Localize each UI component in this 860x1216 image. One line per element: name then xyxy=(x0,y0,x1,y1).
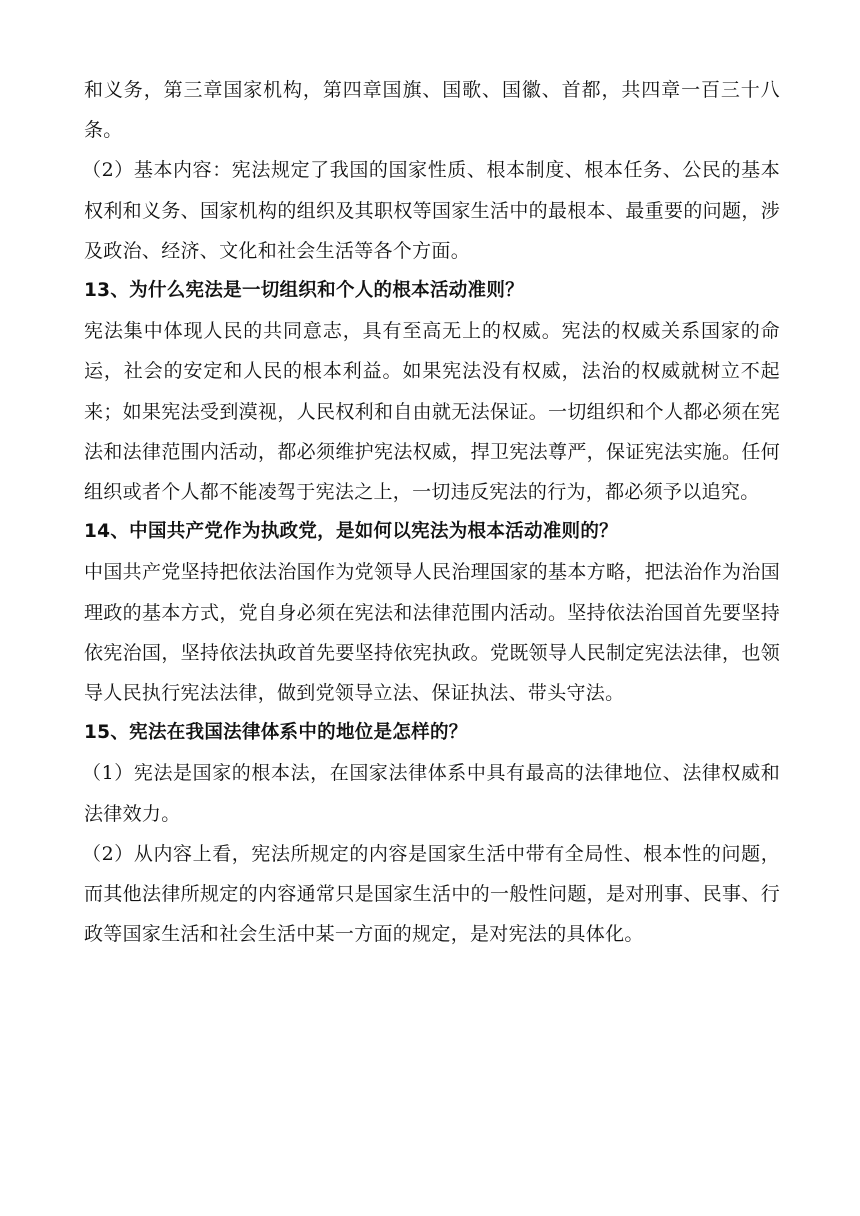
paragraph-chapter-list-end: 和义务，第三章国家机构，第四章国旗、国歌、国徽、首都，共四章一百三十八条。 xyxy=(84,79,780,142)
answer-paragraph-14: 中国共产党坚持把依法治国作为党领导人民治理国家的基本方略，把法治作为治国理政的基本方式，党自身必须在宪法和法律范围内活动。坚持依法治国首先要坚持依宪治国，坚持依法执政首先要坚持依宪执政。党既领导人民制定宪法法律，也领导人民执行宪法法律，做到党领导立法、保证执法、带头守法。 xyxy=(84,561,780,705)
answer-paragraph-13: 宪法集中体现人民的共同意志，具有至高无上的权威。宪法的权威关系国家的命运，社会的安定和人民的根本利益。如果宪法没有权威，法治的权威就树立不起来；如果宪法受到漠视，人民权利和自由就无法保证。一切组织和个人都必须在宪法和法律范围内活动，都必须维护宪法权威，捍卫宪法尊严，保证宪法实施。任何组织或者个人都不能凌驾于宪法之上，一切违反宪法的行为，都必须予以追究。 xyxy=(84,320,780,504)
question-heading-14: 14、中国共产党作为执政党，是如何以宪法为根本活动准则的？ xyxy=(84,521,618,543)
document-page xyxy=(84,70,780,954)
answer-paragraph-15-point-1: （1）宪法是国家的根本法，在国家法律体系中具有最高的法律地位、法律权威和法律效力。 xyxy=(82,762,780,825)
question-heading-15: 15、宪法在我国法律体系中的地位是怎样的？ xyxy=(84,722,468,744)
answer-paragraph-15-point-2: （2）从内容上看，宪法所规定的内容是国家生活中带有全局性、根本性的问题，而其他法律所规定的内容通常只是国家生活中的一般性问题，是对刑事、民事、行政等国家生活和社会生活中某一方面的规定，是对宪法的具体化。 xyxy=(82,842,780,946)
question-heading-13: 13、为什么宪法是一切组织和个人的根本活动准则？ xyxy=(84,280,524,302)
paragraph-basic-content: （2）基本内容：宪法规定了我国的国家性质、根本制度、根本任务、公民的基本权利和义务、国家机构的组织及其职权等国家生活中的最根本、最重要的问题，涉及政治、经济、文化和社会生活等各个方面。 xyxy=(82,159,780,262)
